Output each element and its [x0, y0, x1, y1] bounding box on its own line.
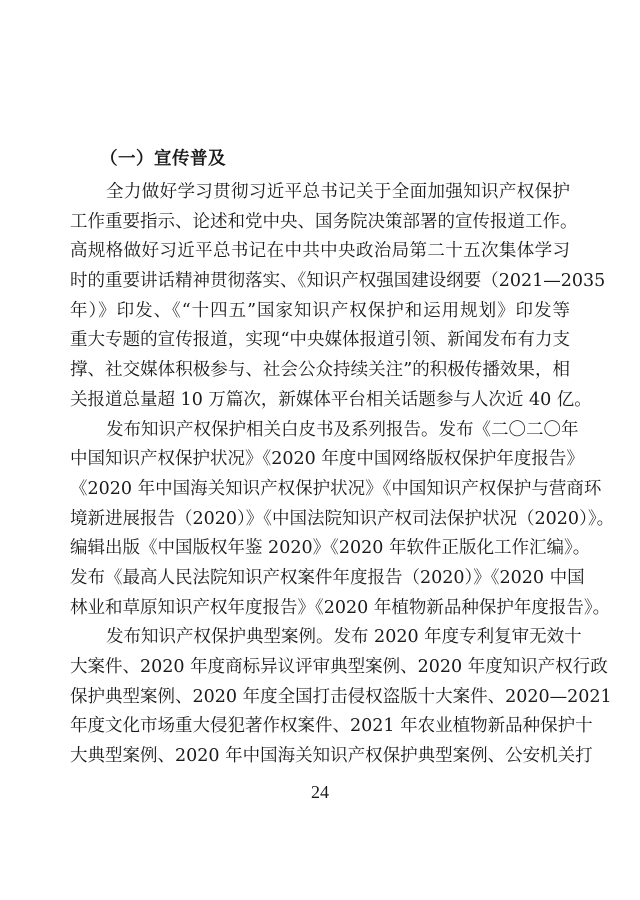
paragraph-typical-cases	[70, 623, 612, 771]
text-line: 年度文化市场重大侵犯著作权案件、2021 年农业植物新品种保护十	[70, 716, 593, 737]
section-heading: （一）宣传普及	[100, 149, 226, 169]
page-number: 24	[311, 782, 329, 802]
text-line: 重大专题的宣传报道，实现“中央媒体报道引领、新闻发布有力支	[70, 330, 570, 351]
text-line: 大案件、2020 年度商标异议评审典型案例、2020 年度知识产权行政	[70, 657, 608, 677]
text-line: 境新进展报告（2020）》《中国法院知识产权司法保护状况（2020）》。	[70, 508, 615, 529]
text-line: 林业和草原知识产权年度报告》《2020 年植物新品种保护年度报告》。	[70, 597, 611, 618]
text-line: 高规格做好习近平总书记在中共中央政治局第二十五次集体学习	[70, 241, 570, 262]
text-line: 工作重要指示、论述和党中央、国务院决策部署的宣传报道工作。	[70, 211, 578, 232]
text-line: 中国知识产权保护状况》《2020 年度中国网络版权保护年度报告》	[70, 449, 584, 470]
text-line: 大典型案例、2020 年中国海关知识产权保护典型案例、公安机关打	[70, 746, 593, 767]
text-line: 编辑出版《中国版权年鉴 2020》《2020 年软件正版化工作汇编》。	[70, 538, 591, 559]
text-line: 全力做好学习贯彻习近平总书记关于全面加强知识产权保护	[106, 182, 570, 202]
text-line: 保护典型案例、2020 年度全国打击侵权盗版十大案件、2020—2021	[70, 686, 612, 707]
text-line: 关报道总量超 10 万篇次，新媒体平台相关话题参与人次近 40 亿。	[70, 389, 592, 410]
text-line: 发布《最高人民法院知识产权案件年度报告（2020）》《2020 中国	[70, 567, 585, 588]
text-line: 发布知识产权保护典型案例。发布 2020 年度专利复审无效十	[106, 627, 582, 648]
text-line: 发布知识产权保护相关白皮书及系列报告。发布《二〇二〇年	[106, 419, 579, 440]
text-line: 年）》印发、《“十四五”国家知识产权保护和运用规划》印发等	[70, 300, 570, 321]
text-line: 撑、社交媒体积极参与、社会公众持续关注”的积极传播效果，相	[70, 360, 570, 381]
paragraph-publicity-work	[70, 178, 606, 416]
text-line: 《2020 年中国海关知识产权保护状况》《中国知识产权保护与营商环	[70, 478, 602, 499]
body-text	[70, 178, 615, 772]
text-line: 时的重要讲话精神贯彻落实、《知识产权强国建设纲要（2021—2035	[70, 271, 606, 292]
paragraph-white-papers	[70, 416, 615, 624]
